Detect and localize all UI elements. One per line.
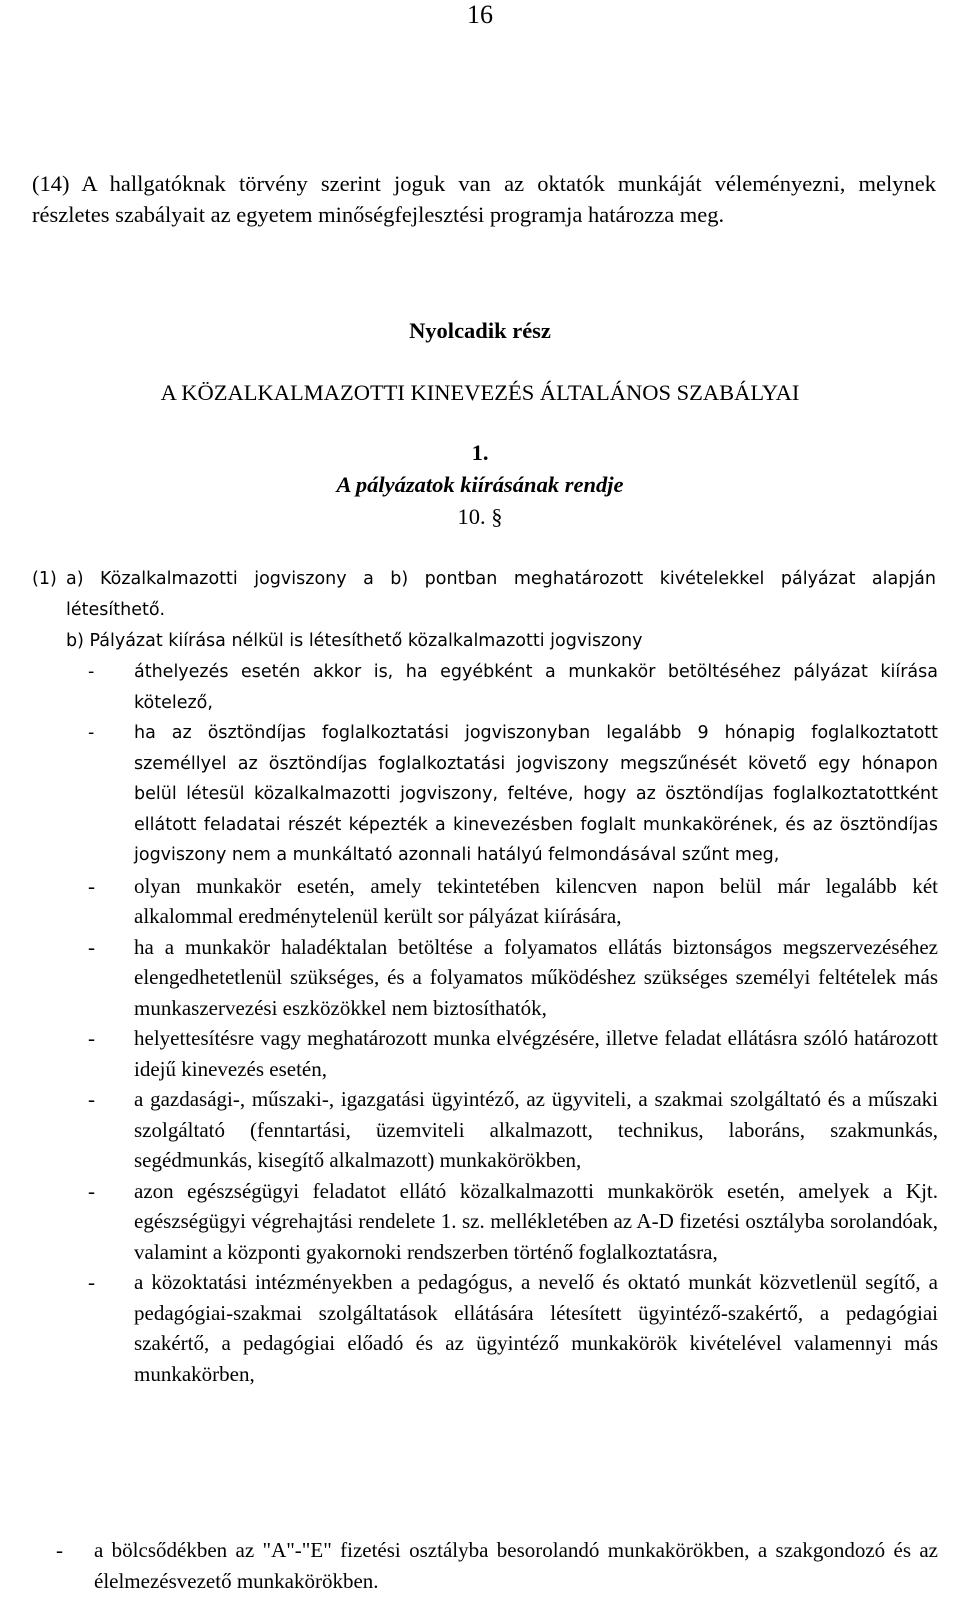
list-item [32,1176,938,1268]
list-dash: - [88,662,95,682]
point-a: a) Közalkalmazotti jogviszony a b) pontban meghatározott kivételekkel pályázat alapján létesíthető. [66,569,936,620]
chapter-title: A pályázatok kiírásának rendje [336,472,624,497]
list-dash: - [88,1270,95,1294]
list-item-text: azon egészségügyi feladatot ellátó közalkalmazotti munkakörök esetén, amelyek a Kjt. egészségügyi végrehajtási rendelete 1. sz. mellékletében az A-D fizetési osztályba sorolandóak, valamint a központi gyakornoki rendszerben történő foglalkoztatásra, [134,1178,938,1264]
list-dash: - [88,1087,95,1111]
list-item-text: ha a munkakör haladéktalan betöltése a folyamatos ellátás biztonságos megszervezéséhez elengedhetetlenül szükséges, és a folyamatos működéshez szükséges személyi feltételek más munkaszervezési eszközökkel nem biztosíthatók, [134,934,938,1020]
list-item [32,871,938,932]
page-number: 16 [467,0,493,29]
list-item-text: áthelyezés esetén akkor is, ha egyébként a munkakör betöltéséhez pályázat kiírása kötelező, [134,662,938,713]
chapter-number: 1. [471,440,489,465]
list-item [32,1535,938,1596]
list-item-text: a bölcsődékben az "A"-"E" fizetési osztályba besorolandó munkakörökben, a szakgondozó és az élelmezésvezető munkakörökben. [94,1538,938,1593]
list-item-text: olyan munkakör esetén, amely tekintetében kilencven napon belül már legalább két alkalommal eredménytelenül került sor pályázat kiírására, [134,873,938,928]
list-dash: - [88,723,95,743]
list-item-text: a gazdasági-, műszaki-, igazgatási ügyintéző, az ügyviteli, a szakmai szolgáltató és a műszaki szolgáltató (fenntartási, üzemviteli alkalmazott, technikus, laboráns, szakmunkás, segédmunkás, kisegítő alkalmazott) munkakörökben, [134,1087,938,1172]
list-item [32,1084,938,1176]
part-subtitle: A KÖZALKALMAZOTTI KINEVEZÉS ÁLTALÁNOS SZABÁLYAI [160,380,800,405]
list-item [32,932,938,1024]
list-item-text: ha az ösztöndíjas foglalkoztatási jogviszonyban legalább 9 hónapig foglalkoztatott személlyel az ösztöndíjas foglalkoztatási jogviszony megszűnését követő egy hónapon belül létesül közalkalmazotti jogviszony, feltéve, hogy az ösztöndíjas foglalkoztatottként ellátott feladatai részét képezték a kinevezésben foglalt munkakörének, és az ösztöndíjas jogviszony nem a munkáltató azonnali hatályú felmondásával szűnt meg, [134,723,938,865]
list-dash: - [88,934,95,959]
list-dash: - [88,873,95,898]
point-b: b) Pályázat kiírása nélkül is létesíthető közalkalmazotti jogviszony [66,631,643,651]
part-title: Nyolcadik rész [409,318,551,343]
list-item-text: helyettesítésre vagy meghatározott munka elvégzésére, illetve feladat ellátásra szóló határozott idejű kinevezés esetén, [134,1026,938,1081]
list-dash: - [88,1026,95,1050]
final-list [32,1535,938,1596]
list-item [32,718,938,871]
section-number: 10. § [457,504,503,529]
list-item [32,1267,938,1389]
paragraph-14: (14) A hallgatóknak törvény szerint joguk van az oktatók munkáját véleményezni, melynek részletes szabályait az egyetem minőségfejlesztési programja határozza meg. [32,171,936,227]
list-item-text: a közoktatási intézményekben a pedagógus, a nevelő és oktató munkát közvetlenül segítő, a pedagógiai-szakmai szolgáltatások ellátására létesített ügyintéző-szakértő, a pedagógiai szakértő, a pedagógiai előadó és az ügyintéző munkakörök kivételével valamennyi más munkakörben, [134,1270,938,1386]
list-item [32,1023,938,1084]
list-item [32,657,938,718]
list-dash: - [88,1178,95,1203]
list-dash: - [56,1538,63,1562]
paragraph-1 [32,564,936,626]
exception-list [32,657,938,1389]
paragraph-1-number: (1) [32,569,57,589]
